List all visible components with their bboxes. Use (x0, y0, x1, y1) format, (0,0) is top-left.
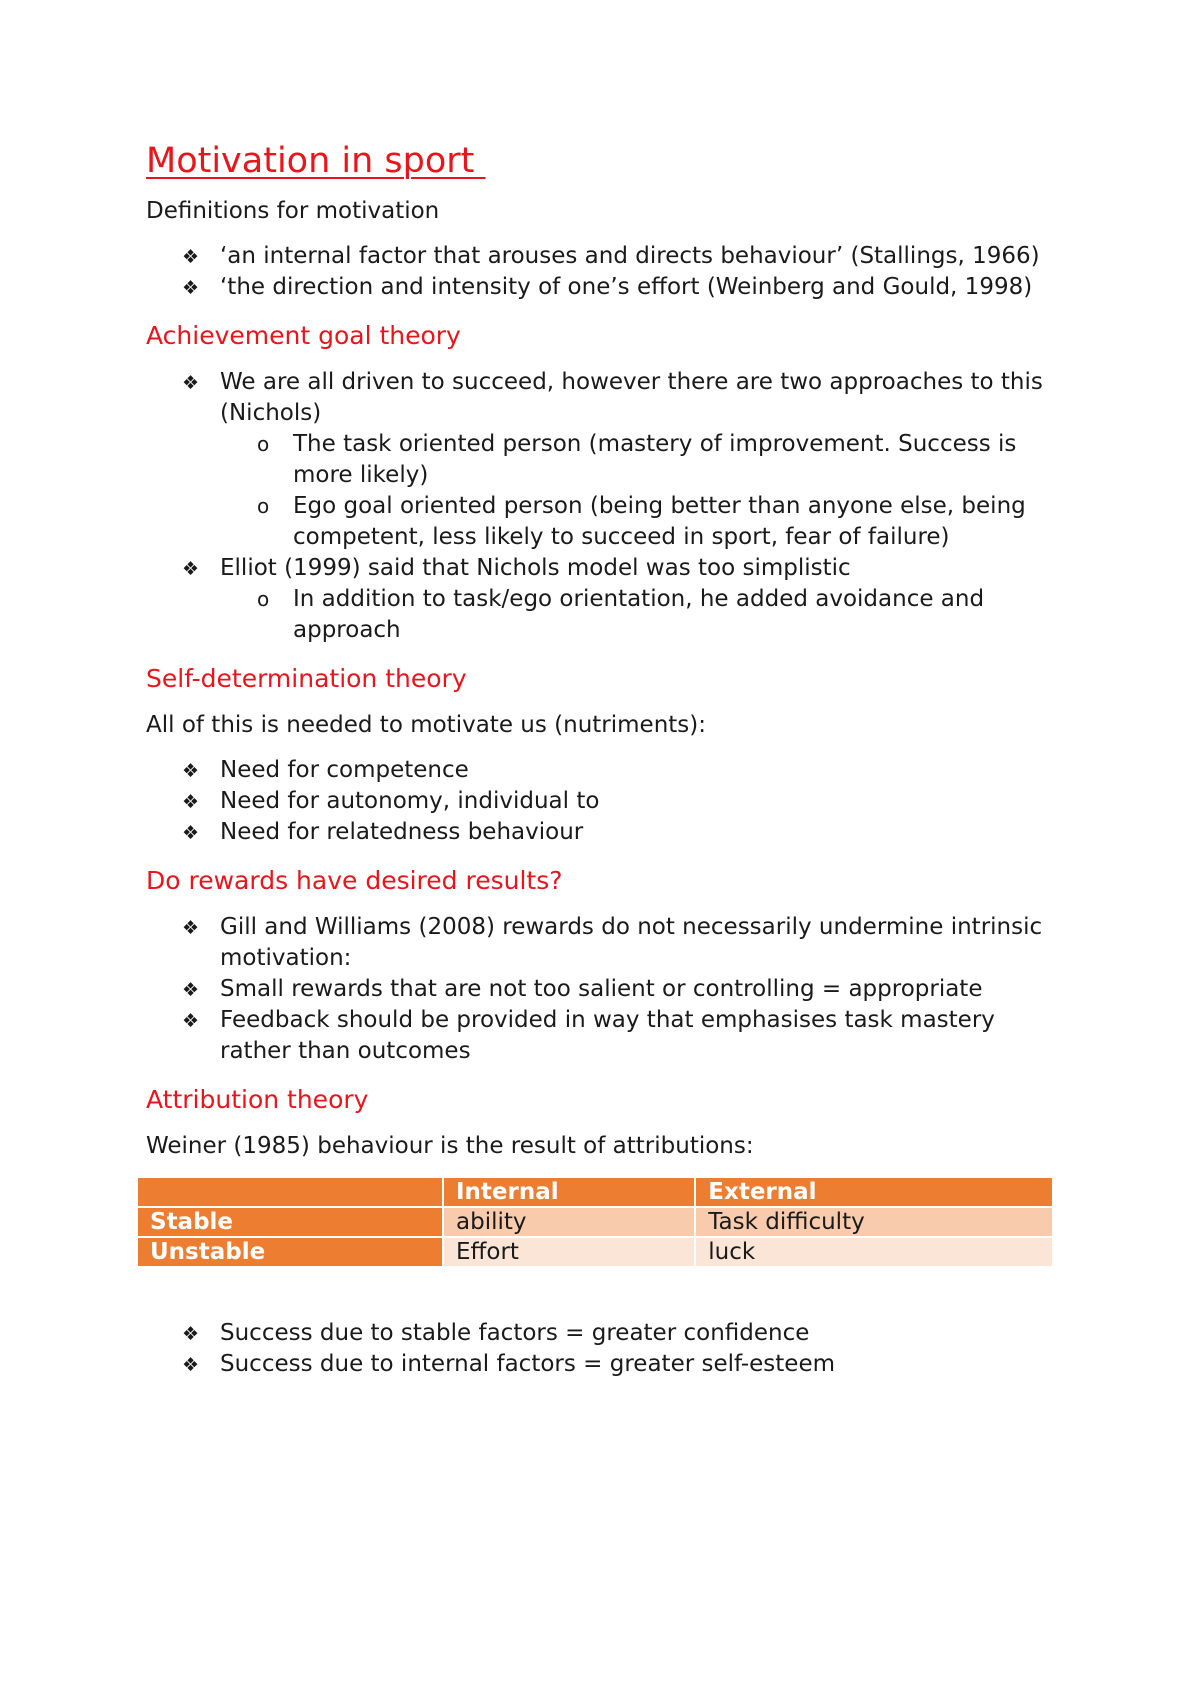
sub-list-item: o The task oriented person (mastery of improvement. Success is more likely) (257, 431, 1017, 488)
table-row (137, 1237, 1053, 1267)
section-heading-attribution: Attribution theory (146, 1085, 369, 1114)
section-heading-rewards: Do rewards have desired results? (146, 866, 563, 895)
sub-list-item: o Ego goal oriented person (being better than anyone else, being competent, less likely to succeed in sport, fear of failure) (257, 493, 1026, 550)
table-cell: Task difficulty (695, 1207, 1053, 1237)
table-cell: Effort (443, 1237, 695, 1267)
circle-bullet-icon: o (257, 432, 270, 456)
list-item: ❖ Need for relatedness behaviour (146, 817, 1066, 848)
section-heading-self-determination: Self-determination theory (146, 664, 467, 693)
diamond-bullet-icon: ❖ (182, 917, 200, 939)
definitions-intro: Definitions for motivation (146, 198, 440, 224)
list-item: ❖ Small rewards that are not too salient or controlling = appropriate (146, 974, 1066, 1005)
list-item: ❖ We are all driven to succeed, however there are two approaches to this (Nichols) o The task oriented person (mastery of improvement. Success is more likely) o Ego goal oriented person (being better than anyone else, being competent, less likely to succeed in sport, fear of failure) (146, 367, 1066, 553)
circle-bullet-icon: o (257, 587, 270, 611)
achievement-list (146, 367, 1066, 646)
list-item: ❖ Need for competence (146, 755, 1066, 786)
table-cell: luck (695, 1237, 1053, 1267)
row-header-unstable: Unstable (137, 1237, 443, 1267)
page-title: Motivation in sport (146, 141, 486, 181)
list-item: ❖ Gill and Williams (2008) rewards do not necessarily undermine intrinsic motivation: (182, 914, 1043, 971)
diamond-bullet-icon: ❖ (182, 791, 200, 813)
table-header-row (137, 1177, 1053, 1207)
attribution-list (146, 1318, 1066, 1380)
table-cell: ability (443, 1207, 695, 1237)
diamond-bullet-icon: ❖ (182, 277, 200, 299)
diamond-bullet-icon: ❖ (182, 822, 200, 844)
list-item: ❖ Elliot (1999) said that Nichols model was too simplistic o In addition to task/ego orientation, he added avoidance and approach (146, 553, 1066, 646)
self-determination-list (146, 755, 1066, 848)
table-corner-cell (137, 1177, 443, 1207)
diamond-bullet-icon: ❖ (182, 1010, 200, 1032)
column-header-internal: Internal (443, 1177, 695, 1207)
diamond-bullet-icon: ❖ (182, 1354, 200, 1376)
list-item: ❖ Need for autonomy, individual to (146, 786, 1066, 817)
diamond-bullet-icon: ❖ (182, 1323, 200, 1345)
sub-list (220, 429, 1066, 553)
table-row (137, 1207, 1053, 1237)
list-item: ❖ ‘the direction and intensity of one’s effort (Weinberg and Gould, 1998) (146, 272, 1066, 303)
diamond-bullet-icon: ❖ (182, 979, 200, 1001)
list-item: ❖ ‘an internal factor that arouses and directs behaviour’ (Stallings, 1966) (146, 241, 1066, 272)
section-heading-achievement: Achievement goal theory (146, 321, 461, 350)
attribution-table (136, 1176, 1054, 1268)
diamond-bullet-icon: ❖ (182, 246, 200, 268)
list-item: ❖ Success due to internal factors = greater self-esteem (146, 1349, 1066, 1380)
row-header-stable: Stable (137, 1207, 443, 1237)
document-page (146, 140, 1066, 1398)
attribution-intro: Weiner (1985) behaviour is the result of attributions: (146, 1133, 754, 1159)
self-determination-intro: All of this is needed to motivate us (nutriments): (146, 712, 706, 738)
sub-list-item: o In addition to task/ego orientation, he added avoidance and approach (257, 586, 985, 643)
definitions-list (146, 241, 1066, 303)
rewards-list (146, 912, 1066, 1067)
sub-list (220, 584, 1066, 646)
diamond-bullet-icon: ❖ (182, 372, 200, 394)
column-header-external: External (695, 1177, 1053, 1207)
diamond-bullet-icon: ❖ (182, 558, 200, 580)
diamond-bullet-icon: ❖ (182, 760, 200, 782)
circle-bullet-icon: o (257, 494, 270, 518)
list-item: ❖ Success due to stable factors = greater confidence (146, 1318, 1066, 1349)
list-item: ❖ Feedback should be provided in way that emphasises task mastery rather than outcomes (182, 1007, 995, 1064)
